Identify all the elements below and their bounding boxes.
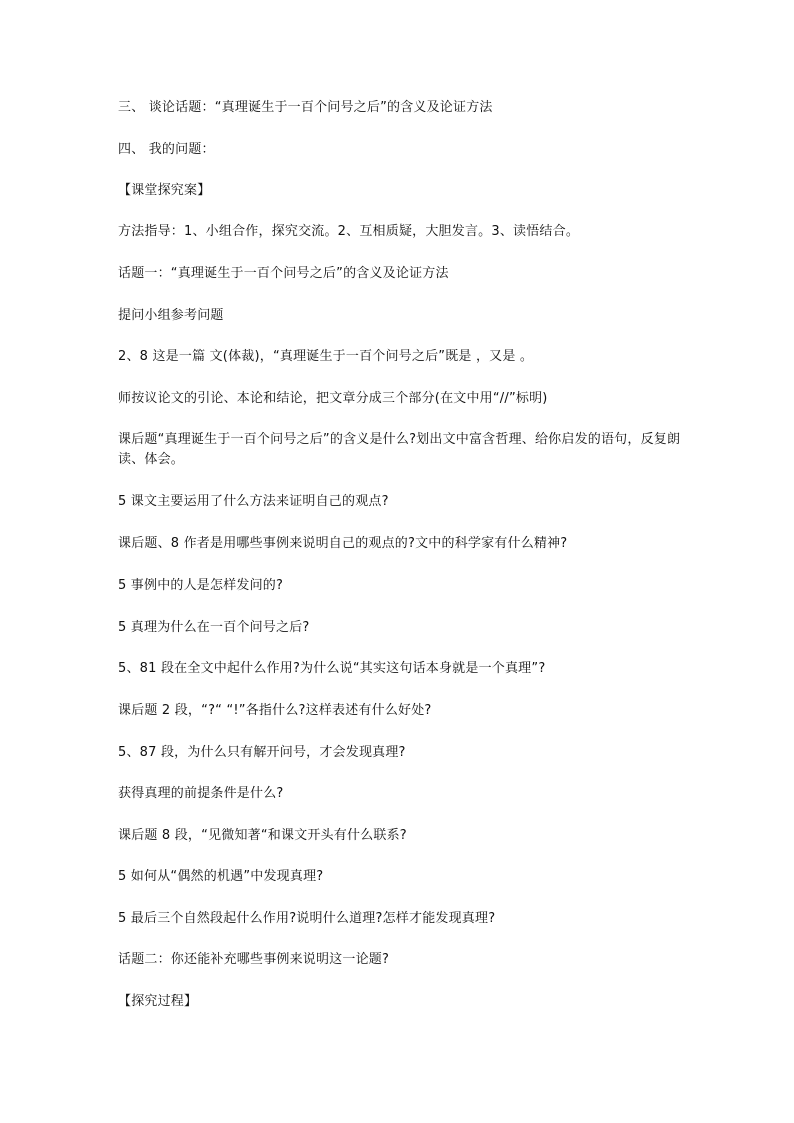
question-meaning: 课后题“真理诞生于一百个问号之后”的含义是什么?划出文中富含哲理、给你启发的语句，反复朗读、体会。 xyxy=(118,432,681,467)
reference-questions-heading: 提问小组参考问题 xyxy=(118,308,224,323)
question-method: 5 课文主要运用了什么方法来证明自己的观点? xyxy=(118,494,389,509)
topic-one-heading: 话题一：“真理诞生于一百个问号之后”的含义及论证方法 xyxy=(118,266,449,281)
question-genre: 2、8 这是一篇 文(体裁)，“真理诞生于一百个问号之后”既是 ，又是 。 xyxy=(118,349,534,364)
inquiry-process-heading: 【探究过程】 xyxy=(118,994,198,1009)
question-structure: 师按议论文的引论、本论和结论，把文章分成三个部分(在文中用“//”标明) xyxy=(118,391,548,406)
question-precondition: 获得真理的前提条件是什么? xyxy=(118,786,284,801)
topic-two-heading: 话题二：你还能补充哪些事例来说明这一论题? xyxy=(118,952,390,967)
section-three-heading: 三、 谈论话题：“真理诞生于一百个问号之后”的含义及论证方法 xyxy=(118,100,493,115)
question-chance: 5 如何从“偶然的机遇”中发现真理? xyxy=(118,869,324,884)
question-punctuation: 课后题 2 段，“?“ “!”各指什么?这样表述有什么好处? xyxy=(118,703,432,718)
question-how-ask: 5 事例中的人是怎样发问的? xyxy=(118,578,284,593)
question-connection: 课后题 8 段，“见微知著“和课文开头有什么联系? xyxy=(118,828,407,843)
method-guidance: 方法指导：1、小组合作，探究交流。2、互相质疑，大胆发言。3、读悟结合。 xyxy=(118,224,580,239)
question-first-paragraph: 5、81 段在全文中起什么作用?为什么说“其实这句话本身就是一个真理”? xyxy=(118,661,546,676)
question-last-paragraphs: 5 最后三个自然段起什么作用?说明什么道理?怎样才能发现真理? xyxy=(118,911,496,926)
section-four-heading: 四、 我的问题： xyxy=(118,142,215,157)
question-why-after: 5 真理为什么在一百个问号之后? xyxy=(118,620,310,635)
question-examples: 课后题、8 作者是用哪些事例来说明自己的观点的?文中的科学家有什么精神? xyxy=(118,536,568,551)
classroom-inquiry-heading: 【课堂探究案】 xyxy=(118,183,211,198)
question-unlock: 5、87 段，为什么只有解开问号，才会发现真理? xyxy=(118,745,406,760)
